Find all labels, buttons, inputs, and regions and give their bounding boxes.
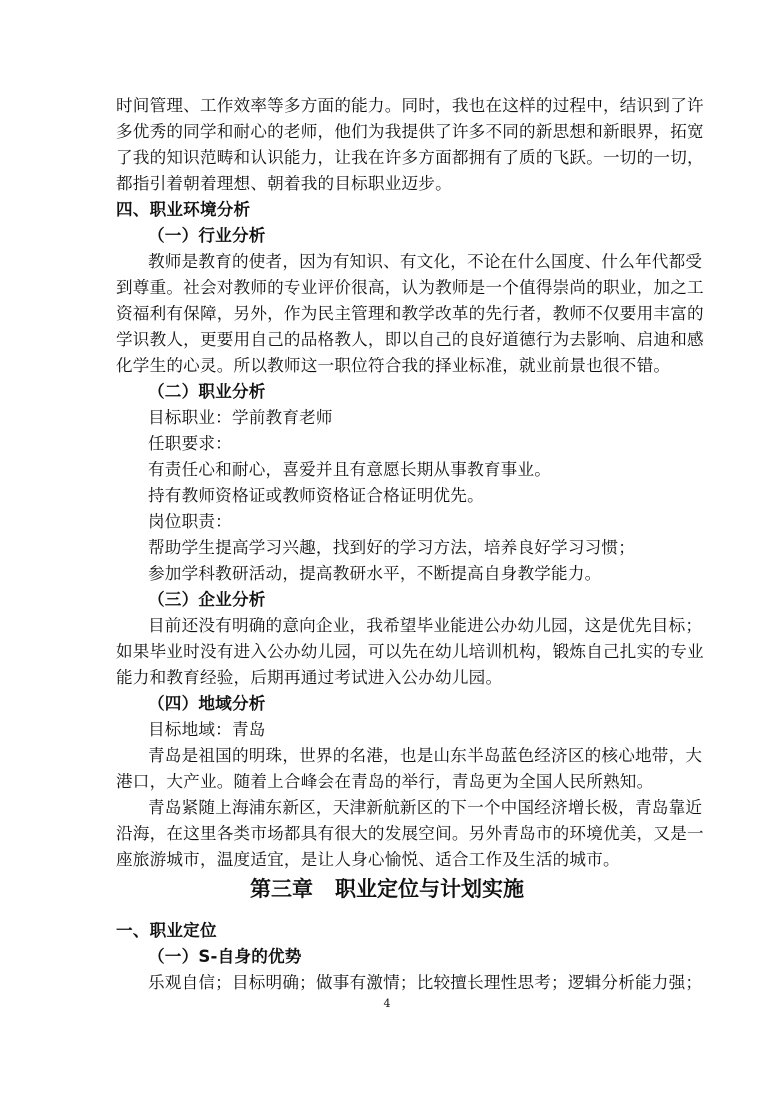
job-req-title: 任职要求： (148, 434, 232, 453)
enterprise-line-1: 目前还没有明确的意向企业，我希望毕业能进公办幼儿园，这是优先目标； (148, 616, 703, 635)
region-p1-line-1: 青岛是祖国的明珠，世界的名港，也是山东半岛蓝色经济区的核心地带，大 (148, 746, 703, 765)
job-heading: （二）职业分析 (148, 382, 266, 401)
chapter-name: 职业定位与计划实施 (335, 877, 524, 901)
chapter-number: 第三章 (250, 877, 313, 901)
industry-line-3: 资福利有保障，另外，作为民主管理和教学改革的先行者，教师不仅要用丰富的 (116, 304, 704, 323)
industry-line-1: 教师是教育的使者，因为有知识、有文化，不论在什么国度、什么年代都受 (148, 252, 703, 271)
strength-heading: （一）S-自身的优势 (148, 947, 302, 966)
section-4-heading: 四、职业环境分析 (116, 200, 251, 219)
region-p2-line-1: 青岛紧随上海浦东新区，天津新航新区的下一个中国经济增长极，青岛靠近 (148, 798, 703, 817)
page-number: 4 (383, 997, 391, 1010)
intro-line-1: 时间管理、工作效率等多方面的能力。同时，我也在这样的过程中，结识到了许 (116, 96, 704, 115)
region-target: 目标地域：青岛 (148, 720, 266, 739)
region-heading: （四）地域分析 (148, 694, 266, 713)
industry-line-5: 化学生的心灵。所以教师这一职位符合我的择业标准，就业前景也很不错。 (116, 356, 671, 375)
industry-heading: （一）行业分析 (148, 226, 266, 245)
region-p2-line-3: 座旅游城市，温度适宜，是让人身心愉悦、适合工作及生活的城市。 (116, 850, 620, 869)
industry-line-4: 学识教人，更要用自己的品格教人，即以自己的良好道德行为去影响、启迪和感 (116, 330, 704, 349)
job-req-2: 持有教师资格证或教师资格证合格证明优先。 (148, 486, 484, 505)
job-req-1: 有责任心和耐心，喜爱并且有意愿长期从事教育事业。 (148, 460, 552, 479)
enterprise-line-3: 能力和教育经验，后期再通过考试进入公办幼儿园。 (116, 668, 503, 687)
intro-line-4: 都指引着朝着理想、朝着我的目标职业迈步。 (116, 174, 452, 193)
job-duty-title: 岗位职责： (148, 512, 232, 531)
job-target: 目标职业：学前教育老师 (148, 408, 333, 427)
industry-line-2: 到尊重。社会对教师的专业评价很高，认为教师是一个值得崇尚的职业，加之工 (116, 278, 704, 297)
enterprise-line-2: 如果毕业时没有进入公办幼儿园，可以先在幼儿培训机构，锻炼自己扎实的专业 (116, 642, 704, 661)
chapter-title (0, 874, 774, 904)
region-p2-line-2: 沿海，在这里各类市场都具有很大的发展空间。另外青岛市的环境优美，又是一 (116, 824, 704, 843)
intro-line-3: 了我的知识范畴和认识能力，让我在许多方面都拥有了质的飞跃。一切的一切， (116, 148, 704, 167)
strength-line: 乐观自信；目标明确；做事有激情；比较擅长理性思考；逻辑分析能力强； (148, 973, 703, 992)
job-duty-1: 帮助学生提高学习兴趣，找到好的学习方法，培养良好学习习惯； (148, 538, 636, 557)
enterprise-heading: （三）企业分析 (148, 590, 266, 609)
region-p1-line-2: 港口，大产业。随着上合峰会在青岛的举行，青岛更为全国人民所熟知。 (116, 772, 654, 791)
intro-line-2: 多优秀的同学和耐心的老师，他们为我提供了许多不同的新思想和新眼界，拓宽 (116, 122, 704, 141)
job-duty-2: 参加学科教研活动，提高教研水平，不断提高自身教学能力。 (148, 564, 602, 583)
section-1-heading: 一、职业定位 (116, 921, 217, 940)
